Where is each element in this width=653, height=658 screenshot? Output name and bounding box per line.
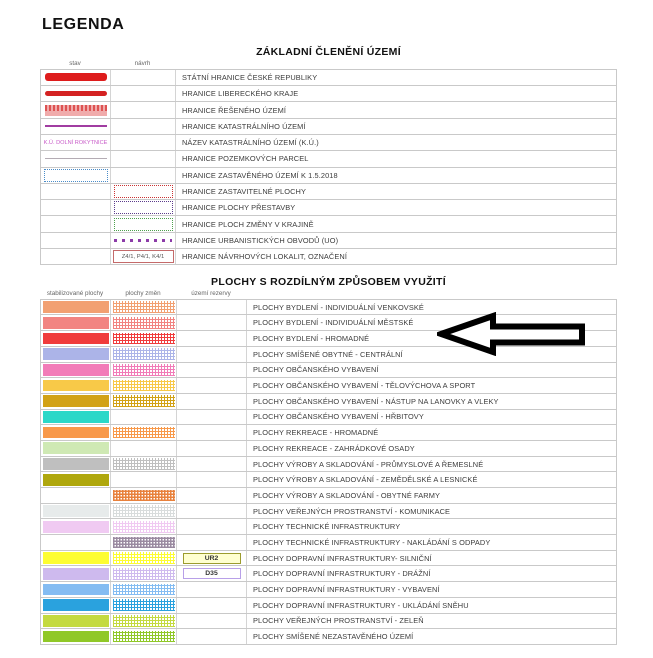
left-arrow-icon <box>437 312 587 356</box>
table-row <box>41 135 616 151</box>
table-row <box>41 457 616 473</box>
stabilized-swatch-cell <box>41 457 111 472</box>
stabilized-swatch-cell <box>41 614 111 629</box>
stabilized-swatch-cell <box>41 598 111 613</box>
change-swatch-cell <box>111 425 177 440</box>
navrh-symbol-cell <box>111 200 176 215</box>
reserve-label-box: UR2 <box>183 553 241 564</box>
table-row <box>41 102 616 118</box>
hatch-swatch <box>113 458 175 470</box>
reserve-cell <box>177 472 247 487</box>
row-label: HRANICE PLOCH ZMĚNY V KRAJINĚ <box>182 219 314 229</box>
table-row <box>41 119 616 135</box>
stabilized-swatch-cell <box>41 535 111 550</box>
stav-symbol-cell <box>41 119 111 134</box>
row-label: PLOCHY OBČANSKÉHO VYBAVENÍ - NÁSTUP NA LANOVKY A VLEKY <box>253 396 499 406</box>
row-label: PLOCHY VEŘEJNÝCH PROSTRANSTVÍ - KOMUNIKACE <box>253 506 451 516</box>
color-swatch <box>43 317 109 329</box>
hatch-swatch <box>113 631 175 643</box>
row-label: PLOCHY SMÍŠENÉ OBYTNÉ - CENTRÁLNÍ <box>253 349 403 359</box>
boundary-line-swatch <box>45 91 107 96</box>
table-row <box>41 216 616 232</box>
section2-title: PLOCHY S ROZDÍLNÝM ZPŮSOBEM VYUŽITÍ <box>211 276 446 288</box>
section1-title: ZÁKLADNÍ ČLENĚNÍ ÚZEMÍ <box>256 46 401 58</box>
hatch-swatch <box>113 427 175 439</box>
change-swatch-cell <box>111 315 177 330</box>
stav-symbol-cell <box>41 102 111 117</box>
table-row <box>41 582 616 598</box>
table-row <box>41 551 616 567</box>
navrh-symbol-cell <box>111 249 176 264</box>
reserve-cell <box>177 519 247 534</box>
color-swatch <box>43 631 109 643</box>
change-swatch-cell <box>111 488 177 503</box>
section2-column-headers <box>40 291 617 299</box>
table-row <box>41 410 616 426</box>
stabilized-swatch-cell <box>41 519 111 534</box>
color-swatch <box>43 615 109 627</box>
table-row <box>41 378 616 394</box>
table-row <box>41 394 616 410</box>
stabilized-swatch-cell <box>41 347 111 362</box>
change-swatch-cell <box>111 504 177 519</box>
column-header-stabilized: stabilizované plochy <box>46 290 104 297</box>
table-row <box>41 441 616 457</box>
table-row <box>41 151 616 167</box>
hatch-swatch <box>113 395 175 407</box>
table-row <box>41 519 616 535</box>
dotted-rect-swatch <box>114 201 173 214</box>
color-swatch <box>43 568 109 580</box>
hatch-swatch <box>113 348 175 360</box>
navrh-symbol-cell <box>111 216 176 231</box>
row-label: PLOCHY TECHNICKÉ INFRASTRUKTURY - NAKLÁDÁNÍ S ODPADY <box>253 537 491 547</box>
stav-symbol-cell <box>41 151 111 166</box>
reserve-cell <box>177 331 247 346</box>
stav-symbol-cell <box>41 233 111 248</box>
stabilized-swatch-cell <box>41 410 111 425</box>
stabilized-swatch-cell <box>41 629 111 644</box>
change-swatch-cell <box>111 441 177 456</box>
stabilized-swatch-cell <box>41 441 111 456</box>
row-label: HRANICE KATASTRÁLNÍHO ÚZEMÍ <box>182 121 306 131</box>
stav-symbol-cell <box>41 249 111 264</box>
change-swatch-cell <box>111 566 177 581</box>
cadastral-name-sample: K.Ú. DOLNÍ ROKYTNICE <box>43 139 108 146</box>
color-swatch <box>43 427 109 439</box>
change-swatch-cell <box>111 535 177 550</box>
hatch-swatch <box>113 568 175 580</box>
hatch-swatch <box>113 537 175 549</box>
change-swatch-cell <box>111 410 177 425</box>
reserve-cell <box>177 551 247 566</box>
change-swatch-cell <box>111 394 177 409</box>
color-swatch <box>43 584 109 596</box>
stabilized-swatch-cell <box>41 300 111 315</box>
change-swatch-cell <box>111 457 177 472</box>
table-row <box>41 184 616 200</box>
table-row <box>41 70 616 86</box>
boundary-line-swatch <box>45 125 107 127</box>
reserve-cell <box>177 425 247 440</box>
band-strip <box>45 111 107 116</box>
stabilized-swatch-cell <box>41 551 111 566</box>
navrh-symbol-cell <box>111 233 176 248</box>
color-swatch <box>43 458 109 470</box>
reserve-label-box: D35 <box>183 568 241 579</box>
hatch-swatch <box>113 490 175 502</box>
reserve-cell <box>177 394 247 409</box>
change-swatch-cell <box>111 519 177 534</box>
color-swatch <box>43 364 109 376</box>
row-label: HRANICE ZASTAVITELNÉ PLOCHY <box>182 187 306 197</box>
color-swatch <box>43 552 109 564</box>
table-row <box>41 535 616 551</box>
color-swatch <box>43 348 109 360</box>
section-basic-division <box>40 46 617 265</box>
hatch-swatch <box>113 333 175 345</box>
navrh-symbol-cell <box>111 119 176 134</box>
reserve-cell <box>177 629 247 644</box>
row-label: PLOCHY SMÍŠENÉ NEZASTAVĚNÉHO ÚZEMÍ <box>253 632 414 642</box>
table-row <box>41 472 616 488</box>
section1-column-headers <box>40 61 617 69</box>
basic-division-table <box>40 69 617 266</box>
row-label: HRANICE NÁVRHOVÝCH LOKALIT, OZNAČENÍ <box>182 252 347 262</box>
change-swatch-cell <box>111 598 177 613</box>
stav-symbol-cell <box>41 184 111 199</box>
stabilized-swatch-cell <box>41 378 111 393</box>
row-label: PLOCHY VEŘEJNÝCH PROSTRANSTVÍ - ZELEŇ <box>253 616 424 626</box>
hatch-swatch <box>113 615 175 627</box>
change-swatch-cell <box>111 331 177 346</box>
color-swatch <box>43 442 109 454</box>
change-swatch-cell <box>111 614 177 629</box>
dotted-rect-swatch <box>44 169 108 182</box>
change-swatch-cell <box>111 629 177 644</box>
stav-symbol-cell <box>41 135 111 150</box>
reserve-cell <box>177 488 247 503</box>
row-label: PLOCHY OBČANSKÉHO VYBAVENÍ - HŘBITOVY <box>253 412 424 422</box>
row-label: NÁZEV KATASTRÁLNÍHO ÚZEMÍ (K.Ú.) <box>182 138 319 148</box>
table-row <box>41 363 616 379</box>
stabilized-swatch-cell <box>41 315 111 330</box>
stav-symbol-cell <box>41 86 111 101</box>
stav-symbol-cell <box>41 168 111 183</box>
dotted-line-swatch <box>114 239 172 242</box>
stabilized-swatch-cell <box>41 582 111 597</box>
change-swatch-cell <box>111 378 177 393</box>
table-row <box>41 249 616 265</box>
hatch-swatch <box>113 380 175 392</box>
navrh-symbol-cell <box>111 135 176 150</box>
color-swatch <box>43 599 109 611</box>
row-label: HRANICE ŘEŠENÉHO ÚZEMÍ <box>182 105 287 115</box>
row-label: PLOCHY TECHNICKÉ INFRASTRUKTURY <box>253 522 401 532</box>
stav-symbol-cell <box>41 70 111 85</box>
row-label: HRANICE POZEMKOVÝCH PARCEL <box>182 154 309 164</box>
hatch-swatch <box>113 584 175 596</box>
navrh-symbol-cell <box>111 168 176 183</box>
table-row <box>41 168 616 184</box>
stabilized-swatch-cell <box>41 472 111 487</box>
table-row <box>41 488 616 504</box>
color-swatch <box>43 505 109 517</box>
table-row <box>41 566 616 582</box>
reserve-cell <box>177 441 247 456</box>
hatch-swatch <box>113 364 175 376</box>
navrh-symbol-cell <box>111 86 176 101</box>
dotted-rect-swatch <box>114 185 173 198</box>
hatch-swatch <box>113 505 175 517</box>
table-row <box>41 425 616 441</box>
row-label: PLOCHY VÝROBY A SKLADOVÁNÍ - PRŮMYSLOVÉ A ŘEMESLNÉ <box>253 459 484 469</box>
row-label: HRANICE PLOCHY PŘESTAVBY <box>182 203 296 213</box>
stabilized-swatch-cell <box>41 566 111 581</box>
color-swatch <box>43 301 109 313</box>
row-label: HRANICE URBANISTICKÝCH OBVODŮ (UO) <box>182 235 339 245</box>
column-header-navrh: návrh <box>134 60 151 67</box>
reserve-cell <box>177 582 247 597</box>
reserve-cell <box>177 598 247 613</box>
boundary-line-swatch <box>45 158 107 159</box>
color-swatch <box>43 411 109 423</box>
table-row <box>41 504 616 520</box>
stav-symbol-cell <box>41 216 111 231</box>
row-label: HRANICE LIBERECKÉHO KRAJE <box>182 89 299 99</box>
hatch-swatch <box>113 599 175 611</box>
reserve-cell <box>177 457 247 472</box>
change-swatch-cell <box>111 582 177 597</box>
hatch-swatch <box>113 521 175 533</box>
locality-label-swatch: Z4/1, P4/1, K4/1 <box>113 250 174 263</box>
solved-area-swatch <box>45 105 107 116</box>
row-label: PLOCHY DOPRAVNÍ INFRASTRUKTURY - VYBAVENÍ <box>253 585 440 595</box>
navrh-symbol-cell <box>111 184 176 199</box>
reserve-cell <box>177 347 247 362</box>
table-row <box>41 629 616 645</box>
reserve-cell <box>177 504 247 519</box>
change-swatch-cell <box>111 551 177 566</box>
stav-symbol-cell <box>41 200 111 215</box>
column-header-reserve: území rezervy <box>191 290 231 297</box>
row-label: PLOCHY OBČANSKÉHO VYBAVENÍ - TĚLOVÝCHOVA A SPORT <box>253 381 476 391</box>
row-label: PLOCHY DOPRAVNÍ INFRASTRUKTURY - UKLÁDÁNÍ SNĚHU <box>253 600 469 610</box>
row-label: PLOCHY BYDLENÍ - INDIVIDUÁLNÍ VENKOVSKÉ <box>253 302 424 312</box>
change-swatch-cell <box>111 363 177 378</box>
reserve-cell <box>177 566 247 581</box>
row-label: STÁTNÍ HRANICE ČESKÉ REPUBLIKY <box>182 72 318 82</box>
row-label: PLOCHY VÝROBY A SKLADOVÁNÍ - OBYTNÉ FARMY <box>253 490 441 500</box>
stabilized-swatch-cell <box>41 363 111 378</box>
change-swatch-cell <box>111 472 177 487</box>
hatch-swatch <box>113 301 175 313</box>
reserve-cell <box>177 535 247 550</box>
color-swatch <box>43 395 109 407</box>
navrh-symbol-cell <box>111 70 176 85</box>
reserve-cell <box>177 614 247 629</box>
color-swatch <box>43 521 109 533</box>
table-row <box>41 200 616 216</box>
column-header-changes: plochy změn <box>125 290 161 297</box>
row-label: PLOCHY DOPRAVNÍ INFRASTRUKTURY- SILNIČNÍ <box>253 553 432 563</box>
row-label: PLOCHY VÝROBY A SKLADOVÁNÍ - ZEMĚDĚLSKÉ A LESNICKÉ <box>253 475 478 485</box>
change-swatch-cell <box>111 347 177 362</box>
row-label: PLOCHY REKREACE - ZAHRÁDKOVÉ OSADY <box>253 443 415 453</box>
reserve-cell <box>177 378 247 393</box>
reserve-cell <box>177 363 247 378</box>
row-label: PLOCHY DOPRAVNÍ INFRASTRUKTURY - DRÁŽNÍ <box>253 569 431 579</box>
row-label: PLOCHY BYDLENÍ - HROMADNÉ <box>253 334 370 344</box>
reserve-cell <box>177 410 247 425</box>
navrh-symbol-cell <box>111 102 176 117</box>
row-label: PLOCHY REKREACE - HROMADNÉ <box>253 428 379 438</box>
page-title: LEGENDA <box>42 16 125 33</box>
reserve-cell <box>177 315 247 330</box>
stabilized-swatch-cell <box>41 331 111 346</box>
row-label: PLOCHY BYDLENÍ - INDIVIDUÁLNÍ MĚSTSKÉ <box>253 318 414 328</box>
color-swatch <box>43 333 109 345</box>
table-row <box>41 614 616 630</box>
reserve-cell <box>177 300 247 315</box>
boundary-line-swatch <box>45 73 107 81</box>
change-swatch-cell <box>111 300 177 315</box>
stabilized-swatch-cell <box>41 488 111 503</box>
navrh-symbol-cell <box>111 151 176 166</box>
row-label: HRANICE ZASTAVĚNÉHO ÚZEMÍ K 1.5.2018 <box>182 170 338 180</box>
hatch-swatch <box>113 552 175 564</box>
column-header-stav: stav <box>69 60 81 67</box>
hatch-swatch <box>113 317 175 329</box>
stabilized-swatch-cell <box>41 425 111 440</box>
row-label: PLOCHY OBČANSKÉHO VYBAVENÍ <box>253 365 379 375</box>
stabilized-swatch-cell <box>41 504 111 519</box>
table-row <box>41 233 616 249</box>
dotted-rect-swatch <box>114 218 173 231</box>
table-row <box>41 598 616 614</box>
color-swatch <box>43 380 109 392</box>
table-row <box>41 86 616 102</box>
color-swatch <box>43 474 109 486</box>
stabilized-swatch-cell <box>41 394 111 409</box>
